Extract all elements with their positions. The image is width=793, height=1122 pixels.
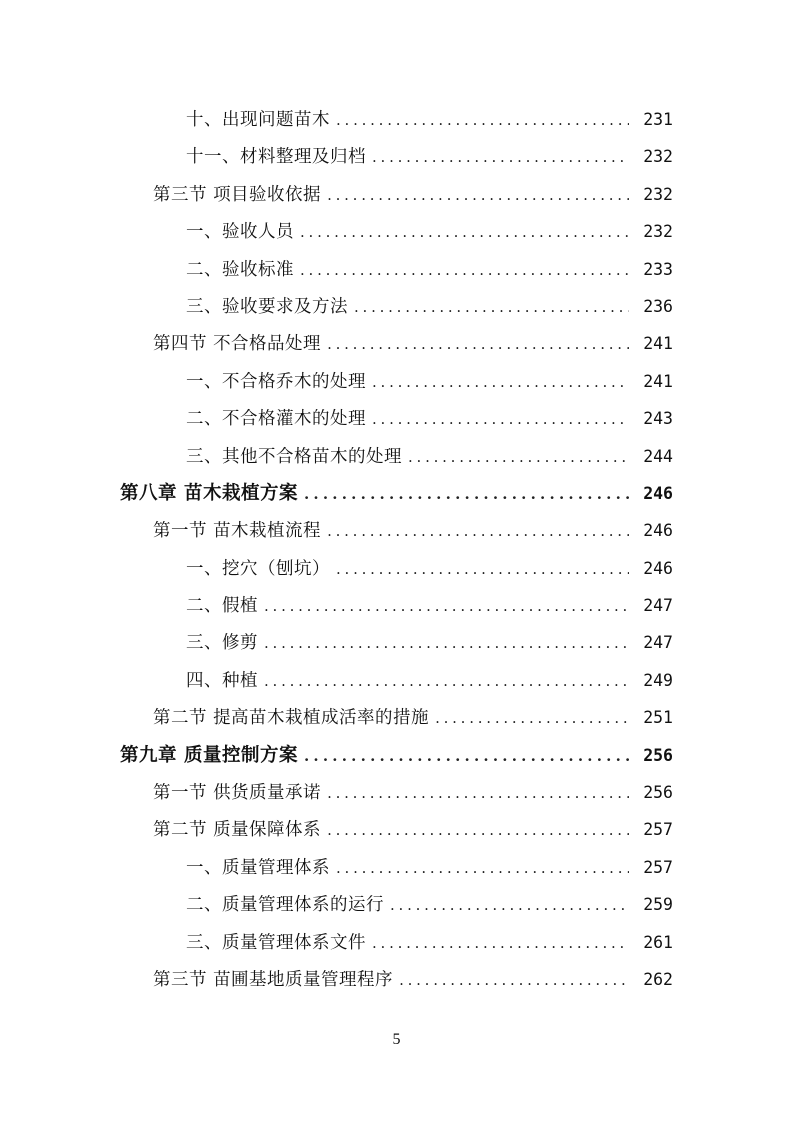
- toc-section-entry[interactable]: [0, 811, 793, 848]
- toc-subsection-entry[interactable]: [0, 400, 793, 437]
- toc-entry-title: 三、验收要求及方法: [186, 296, 348, 317]
- toc-dot-leader: [408, 439, 629, 476]
- toc-entry-title: 三、其他不合格苗木的处理: [186, 446, 402, 467]
- table-of-contents: [0, 101, 793, 998]
- toc-dot-leader: [336, 102, 629, 139]
- toc-page-number: 257: [643, 820, 673, 840]
- toc-entry-title: 三、修剪: [186, 633, 258, 654]
- toc-subsection-entry[interactable]: [0, 101, 793, 138]
- toc-dot-leader: [354, 289, 629, 326]
- toc-entry-title: 第三节 苗圃基地质量管理程序: [153, 969, 394, 990]
- toc-page-number: 246: [643, 558, 673, 578]
- toc-entry-title: 一、不合格乔木的处理: [186, 371, 366, 392]
- toc-dot-leader: [327, 513, 629, 550]
- toc-subsection-entry[interactable]: [0, 924, 793, 961]
- toc-entry-title: 第一节 苗木栽植流程: [153, 521, 322, 542]
- toc-dot-leader: [336, 850, 629, 887]
- toc-entry-title: 第一节 供货质量承诺: [153, 783, 322, 804]
- toc-subsection-entry[interactable]: [0, 624, 793, 661]
- toc-entry-title: 二、质量管理体系的运行: [186, 895, 384, 916]
- toc-entry-title: 四、种植: [186, 670, 258, 691]
- toc-dot-leader: [435, 700, 629, 737]
- toc-page-number: 257: [643, 857, 673, 877]
- toc-subsection-entry[interactable]: [0, 438, 793, 475]
- toc-entry-title: 第二节 提高苗木栽植成活率的措施: [153, 708, 430, 729]
- toc-page-number: 241: [643, 371, 673, 391]
- toc-entry-title: 二、验收标准: [186, 259, 294, 280]
- toc-entry-title: 第四节 不合格品处理: [153, 334, 322, 355]
- toc-page-number: 247: [643, 633, 673, 653]
- toc-page-number: 241: [643, 334, 673, 354]
- toc-subsection-entry[interactable]: [0, 213, 793, 250]
- toc-dot-leader: [372, 139, 629, 176]
- toc-dot-leader: [264, 663, 629, 700]
- toc-dot-leader: [372, 364, 629, 401]
- toc-entry-title: 一、验收人员: [186, 222, 294, 243]
- toc-entry-title: 一、质量管理体系: [186, 857, 330, 878]
- toc-entry-title: 二、不合格灌木的处理: [186, 409, 366, 430]
- toc-page-number: 246: [643, 483, 673, 503]
- toc-page-number: 232: [643, 147, 673, 167]
- toc-dot-leader: [327, 326, 629, 363]
- toc-section-entry[interactable]: [0, 774, 793, 811]
- toc-page-number: 256: [643, 745, 673, 765]
- toc-subsection-entry[interactable]: [0, 363, 793, 400]
- toc-page-number: 249: [643, 670, 673, 690]
- toc-subsection-entry[interactable]: [0, 550, 793, 587]
- toc-entry-title: 二、假植: [186, 596, 258, 617]
- toc-page-number: 231: [643, 110, 673, 129]
- toc-subsection-entry[interactable]: [0, 288, 793, 325]
- toc-chapter-entry[interactable]: [0, 737, 793, 774]
- toc-page-number: 236: [643, 296, 673, 316]
- toc-entry-title: 三、质量管理体系文件: [186, 932, 366, 953]
- toc-page-number: 246: [643, 521, 673, 541]
- toc-section-entry[interactable]: [0, 961, 793, 998]
- toc-entry-title: 一、挖穴（刨坑）: [186, 558, 330, 579]
- toc-entry-title: 第九章 质量控制方案: [120, 744, 298, 766]
- toc-subsection-entry[interactable]: [0, 587, 793, 624]
- toc-page-number: 232: [643, 222, 673, 242]
- toc-page-number: 247: [643, 596, 673, 616]
- toc-dot-leader: [300, 214, 629, 251]
- toc-entry-title: 十、出现问题苗木: [186, 110, 330, 130]
- toc-page-number: 244: [643, 446, 673, 466]
- toc-dot-leader: [264, 588, 629, 625]
- toc-page-number: 261: [643, 932, 673, 952]
- toc-subsection-entry[interactable]: [0, 251, 793, 288]
- toc-subsection-entry[interactable]: [0, 138, 793, 175]
- toc-entry-title: 第八章 苗木栽植方案: [120, 482, 298, 504]
- toc-dot-leader: [336, 551, 629, 588]
- toc-subsection-entry[interactable]: [0, 849, 793, 886]
- toc-page-number: 259: [643, 895, 673, 915]
- toc-page-number: 243: [643, 409, 673, 429]
- toc-dot-leader: [372, 401, 629, 438]
- toc-dot-leader: [304, 738, 629, 775]
- toc-dot-leader: [327, 177, 629, 214]
- toc-subsection-entry[interactable]: [0, 886, 793, 923]
- toc-entry-title: 十一、材料整理及归档: [186, 147, 366, 168]
- page-number: 5: [392, 1031, 401, 1048]
- toc-chapter-entry[interactable]: [0, 475, 793, 512]
- toc-section-entry[interactable]: [0, 699, 793, 736]
- toc-entry-title: 第二节 质量保障体系: [153, 820, 322, 841]
- toc-page-number: 232: [643, 184, 673, 204]
- toc-dot-leader: [300, 252, 629, 289]
- toc-dot-leader: [390, 887, 629, 924]
- toc-dot-leader: [399, 962, 629, 999]
- toc-subsection-entry[interactable]: [0, 662, 793, 699]
- toc-section-entry[interactable]: [0, 512, 793, 549]
- toc-section-entry[interactable]: [0, 176, 793, 213]
- toc-dot-leader: [304, 476, 629, 513]
- toc-dot-leader: [327, 775, 629, 812]
- toc-dot-leader: [327, 812, 629, 849]
- toc-page-number: 251: [643, 708, 673, 728]
- toc-dot-leader: [372, 925, 629, 962]
- toc-section-entry[interactable]: [0, 325, 793, 362]
- toc-entry-title: 第三节 项目验收依据: [153, 184, 322, 205]
- toc-page-number: 233: [643, 259, 673, 279]
- toc-page-number: 262: [643, 969, 673, 989]
- toc-dot-leader: [264, 625, 629, 662]
- toc-page-number: 256: [643, 783, 673, 803]
